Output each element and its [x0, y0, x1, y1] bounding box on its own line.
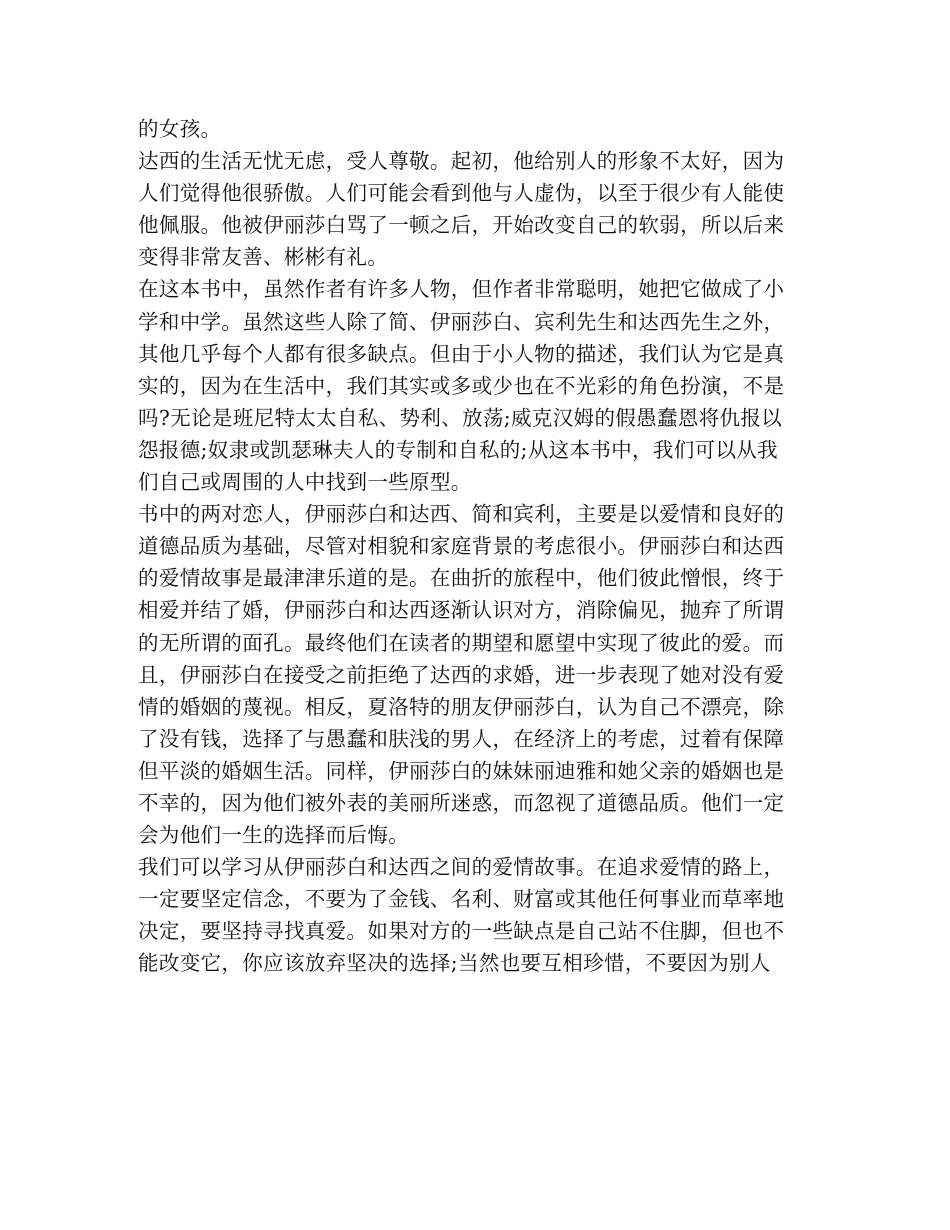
text-line: 书中的两对恋人，伊丽莎白和达西、简和宾利，主要是以爱情和良好的 [138, 502, 785, 527]
text-line: 达西的生活无忧无虑，受人尊敬。起初，他给别人的形象不太好，因为 [138, 149, 785, 174]
text-line: 相爱并结了婚，伊丽莎白和达西逐渐认识对方，消除偏见，抛弃了所谓 [138, 598, 785, 623]
text-line: 一定要坚定信念，不要为了金钱、名利、财富或其他任何事业而草率地 [138, 887, 785, 912]
text-line: 但平淡的婚姻生活。同样，伊丽莎白的妹妹丽迪雅和她父亲的婚姻也是 [138, 758, 785, 783]
text-line: 的女孩。 [138, 117, 222, 141]
text-line: 的无所谓的面孔。最终他们在读者的期望和愿望中实现了彼此的爱。而 [138, 630, 785, 655]
text-line: 决定，要坚持寻找真爱。如果对方的一些缺点是自己站不住脚，但也不 [138, 919, 785, 944]
text-line: 道德品质为基础，尽管对相貌和家庭背景的考虑很小。伊丽莎白和达西 [138, 534, 785, 559]
text-line: 了没有钱，选择了与愚蠢和肤浅的男人，在经济上的考虑，过着有保障 [138, 726, 785, 751]
text-line: 不幸的，因为他们被外表的美丽所迷惑，而忽视了道德品质。他们一定 [138, 790, 785, 815]
text-line: 的爱情故事是最津津乐道的是。在曲折的旅程中，他们彼此憎恨，终于 [138, 566, 785, 591]
text-line: 怨报德;奴隶或凯瑟琳夫人的专制和自私的;从这本书中，我们可以从我 [138, 437, 779, 462]
text-line: 在这本书中，虽然作者有许多人物，但作者非常聪明，她把它做成了小 [138, 277, 785, 302]
text-line: 能改变它，你应该放弃坚决的选择;当然也要互相珍惜，不要因为别人 [138, 951, 771, 976]
text-line: 变得非常友善、彬彬有礼。 [138, 245, 389, 270]
text-line: 会为他们一生的选择而后悔。 [138, 823, 410, 848]
text-line: 其他几乎每个人都有很多缺点。但由于小人物的描述，我们认为它是真 [138, 341, 785, 366]
text-line: 们自己或周围的人中找到一些原型。 [138, 470, 472, 495]
text-line: 吗?无论是班尼特太太自私、势利、放荡;威克汉姆的假愚蠢恩将仇报以 [138, 405, 783, 430]
text-line: 我们可以学习从伊丽莎白和达西之间的爱情故事。在追求爱情的路上， [138, 855, 785, 880]
text-line: 实的，因为在生活中，我们其实或多或少也在不光彩的角色扮演，不是 [138, 373, 785, 398]
text-line: 学和中学。虽然这些人除了简、伊丽莎白、宾利先生和达西先生之外， [138, 309, 785, 334]
text-line: 他佩服。他被伊丽莎白骂了一顿之后，开始改变自己的软弱，所以后来 [138, 213, 785, 238]
text-line: 且，伊丽莎白在接受之前拒绝了达西的求婚，进一步表现了她对没有爱 [138, 662, 785, 687]
text-line: 情的婚姻的蔑视。相反，夏洛特的朋友伊丽莎白，认为自己不漂亮，除 [138, 694, 785, 719]
text-line: 人们觉得他很骄傲。人们可能会看到他与人虚伪，以至于很少有人能使 [138, 181, 785, 206]
body-text [138, 113, 818, 980]
